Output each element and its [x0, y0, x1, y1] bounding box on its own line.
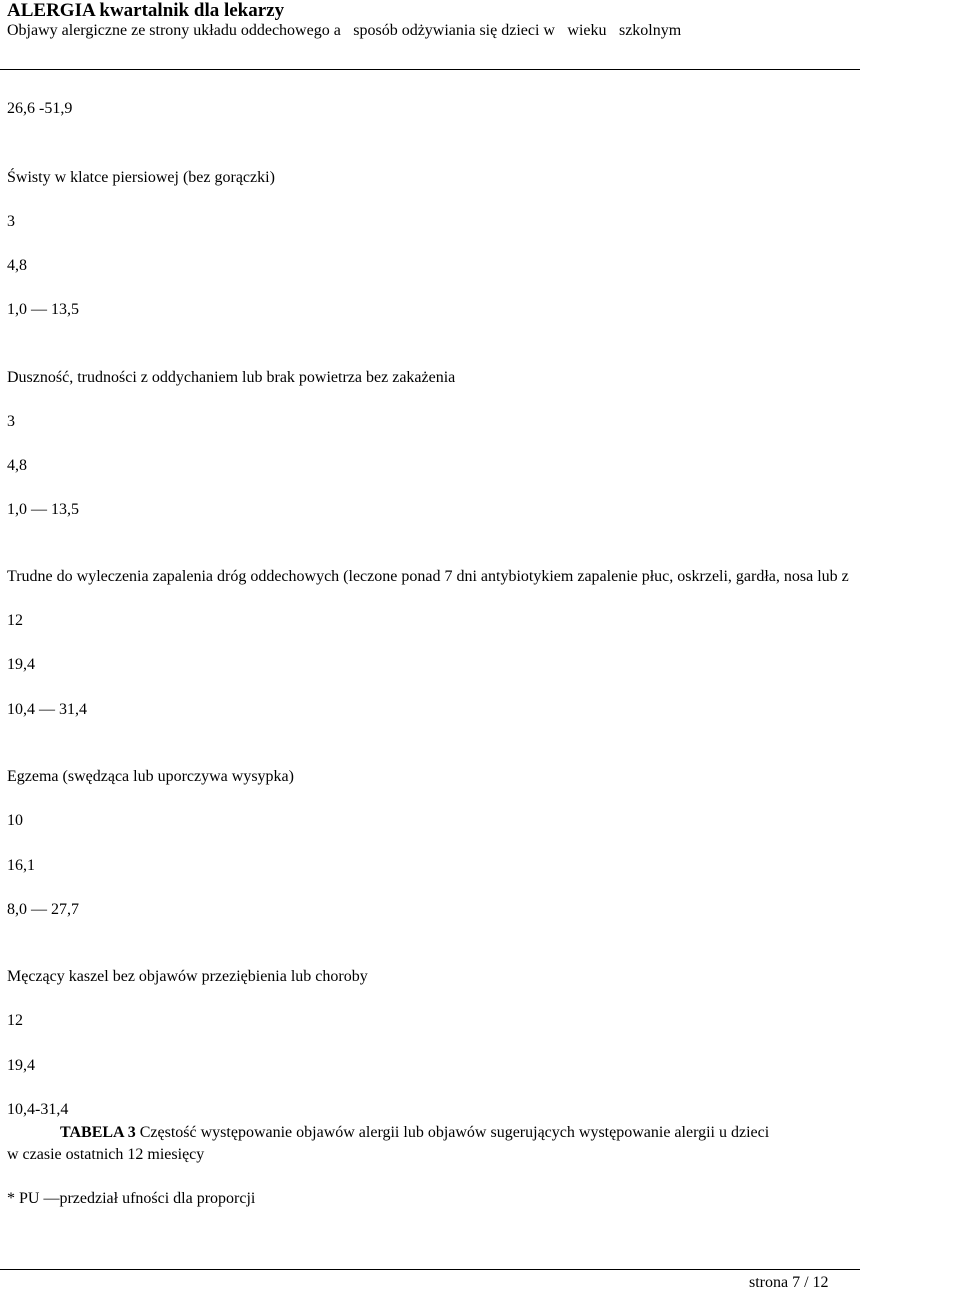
confidence-interval: 1,0 — 13,5 — [7, 301, 79, 318]
symptom-label: Męczący kaszel bez objawów przeziębienia lub choroby — [7, 968, 368, 985]
confidence-interval: 8,0 — 27,7 — [7, 901, 79, 918]
confidence-interval: 10,4 — 31,4 — [7, 701, 87, 718]
percent-value: 19,4 — [7, 656, 35, 673]
symptom-label: Świsty w klatce piersiowej (bez gorączki) — [7, 169, 275, 186]
table-caption-label: TABELA 3 — [60, 1124, 136, 1141]
article-title: Objawy alergiczne ze strony układu oddechowego a sposób odżywiania się dzieci w wieku szkolnym — [7, 22, 682, 39]
confidence-interval: 1,0 — 13,5 — [7, 501, 79, 518]
journal-title: ALERGIA kwartalnik dla lekarzy — [7, 0, 285, 21]
table-caption — [7, 1122, 859, 1166]
text-line: 26,6 -51,9 — [7, 100, 73, 117]
count-value: 3 — [7, 413, 15, 430]
percent-value: 4,8 — [7, 257, 27, 274]
table-caption-text: Częstość występowanie objawów alergii lub objawów sugerujących występowanie alergii u dzieci — [135, 1124, 770, 1141]
header-divider — [0, 69, 860, 70]
percent-value: 4,8 — [7, 457, 27, 474]
count-value: 12 — [7, 1012, 23, 1029]
symptom-label: Duszność, trudności z oddychaniem lub brak powietrza bez zakażenia — [7, 369, 456, 386]
footnote: * PU —przedział ufności dla proporcji — [7, 1190, 256, 1207]
percent-value: 19,4 — [7, 1057, 35, 1074]
table-caption-continuation: w czasie ostatnich 12 miesięcy — [7, 1146, 205, 1163]
symptom-label: Trudne do wyleczenia zapalenia dróg oddechowych (leczone ponad 7 dni antybiotykiem zapalenie płuc, oskrzeli, gardła, nosa lub z — [7, 568, 849, 585]
count-value: 10 — [7, 812, 23, 829]
symptom-label: Egzema (swędząca lub uporczywa wysypka) — [7, 768, 294, 785]
count-value: 3 — [7, 213, 15, 230]
confidence-interval: 10,4-31,4 — [7, 1101, 69, 1118]
count-value: 12 — [7, 612, 23, 629]
footer-divider — [0, 1269, 860, 1270]
percent-value: 16,1 — [7, 857, 35, 874]
page-number: strona 7 / 12 — [749, 1274, 829, 1291]
